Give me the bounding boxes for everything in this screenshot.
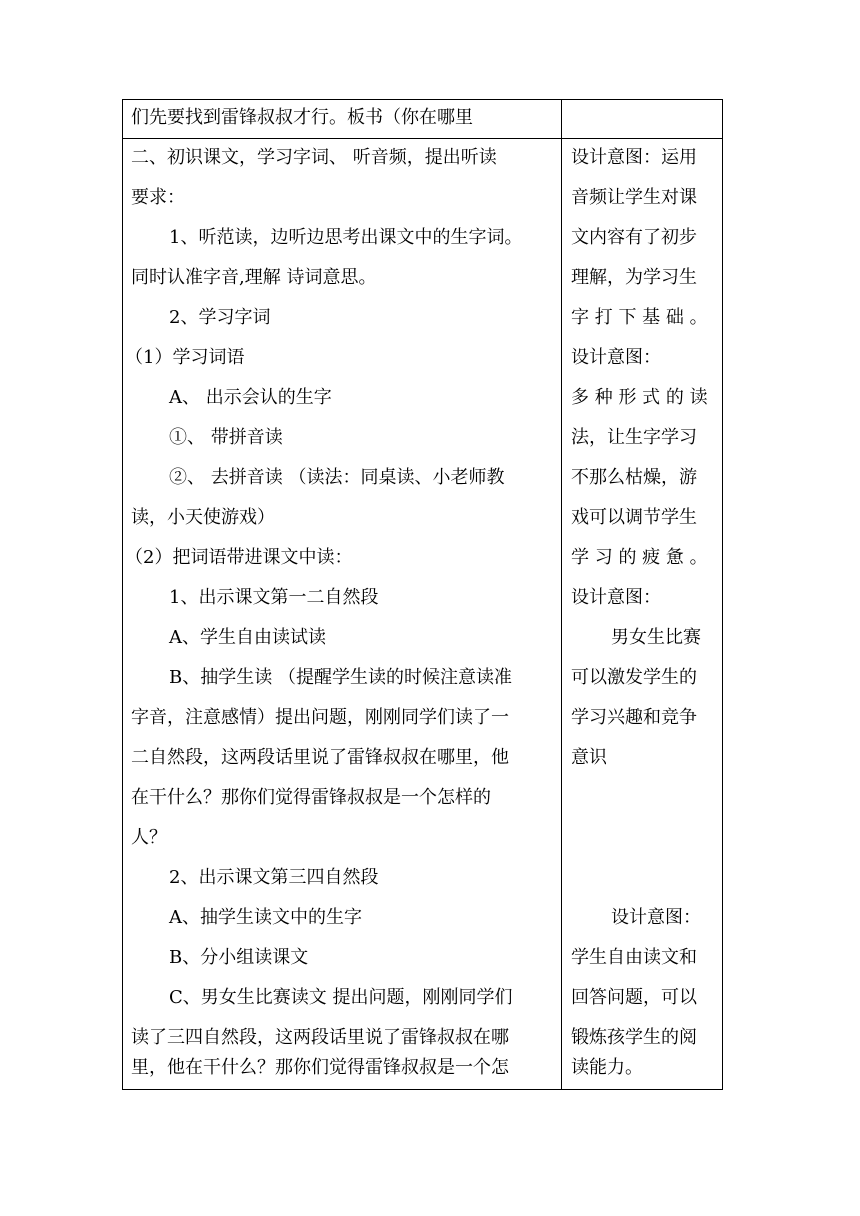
right-line: 学习兴趣和竞争 [571, 707, 697, 728]
right-line: 回答问题，可以 [571, 987, 697, 1008]
left-line: 里，他在干什么？那你们觉得雷锋叔叔是一个怎 [131, 1057, 509, 1078]
lesson-plan-table [122, 99, 723, 1090]
left-line: 读了三四自然段，这两段话里说了雷锋叔叔在哪 [131, 1027, 509, 1048]
left-line: ①、 带拼音读 [169, 427, 283, 448]
right-line: 设计意图：运用 [571, 147, 697, 168]
column-divider [561, 100, 562, 1089]
right-line: 法，让生字学习 [571, 427, 697, 448]
left-line: A、抽学生读文中的生字 [169, 907, 362, 928]
right-line: 设计意图： [571, 587, 661, 608]
right-line: 文内容有了初步 [571, 227, 697, 248]
left-line: B、抽学生读 （提醒学生读的时候注意读准 [169, 667, 512, 688]
right-line: 可以激发学生的 [571, 667, 697, 688]
left-line: 二、初识课文，学习字词、 听音频，提出听读 [131, 147, 497, 168]
right-line: 意识 [571, 747, 607, 768]
right-line: 学 习 的 疲 惫 。 [571, 547, 708, 568]
right-line: 音频让学生对课 [571, 187, 697, 208]
left-line: 同时认准字音,理解 诗词意思。 [131, 267, 377, 288]
left-line: 1、听范读，边听边思考出课文中的生字词。 [169, 227, 523, 248]
right-line: 男女生比赛 [611, 627, 701, 648]
left-line: 字音，注意感情）提出问题，刚刚同学们读了一 [131, 707, 509, 728]
row-divider [123, 138, 722, 139]
left-line: C、男女生比赛读文 提出问题，刚刚同学们 [169, 987, 513, 1008]
right-line: 字 打 下 基 础 。 [571, 307, 708, 328]
left-line: A、学生自由读试读 [169, 627, 326, 648]
left-line: 2、出示课文第三四自然段 [169, 867, 379, 888]
right-line: 理解，为学习生 [571, 267, 697, 288]
left-line: ②、 去拼音读 （读法：同桌读、小老师教 [169, 467, 505, 488]
left-line: 二自然段，这两段话里说了雷锋叔叔在哪里，他 [131, 747, 509, 768]
left-line: 1、出示课文第一二自然段 [169, 587, 379, 608]
right-line: 学生自由读文和 [571, 947, 697, 968]
left-line: 人？ [131, 827, 167, 848]
right-line: 设计意图： [571, 347, 661, 368]
right-line: 设计意图： [611, 907, 701, 928]
left-line: 要求： [131, 187, 185, 208]
left-line: A、 出示会认的生字 [169, 387, 332, 408]
right-line: 戏可以调节学生 [571, 507, 697, 528]
right-line: 不那么枯燥，游 [571, 467, 697, 488]
right-line: 读能力。 [571, 1057, 643, 1078]
left-line: 2、学习字词 [169, 307, 271, 328]
left-line: 读，小天使游戏） [131, 507, 275, 528]
left-line: （1）学习词语 [125, 347, 245, 368]
right-line: 锻炼孩学生的阅 [571, 1027, 697, 1048]
left-line: 在干什么？那你们觉得雷锋叔叔是一个怎样的 [131, 787, 491, 808]
left-line: B、分小组读课文 [169, 947, 309, 968]
right-line: 多 种 形 式 的 读 [571, 387, 708, 408]
left-line: （2）把词语带进课文中读： [125, 547, 353, 568]
header-row-left-text: 们先要找到雷锋叔叔才行。板书（你在哪里 [131, 107, 473, 128]
